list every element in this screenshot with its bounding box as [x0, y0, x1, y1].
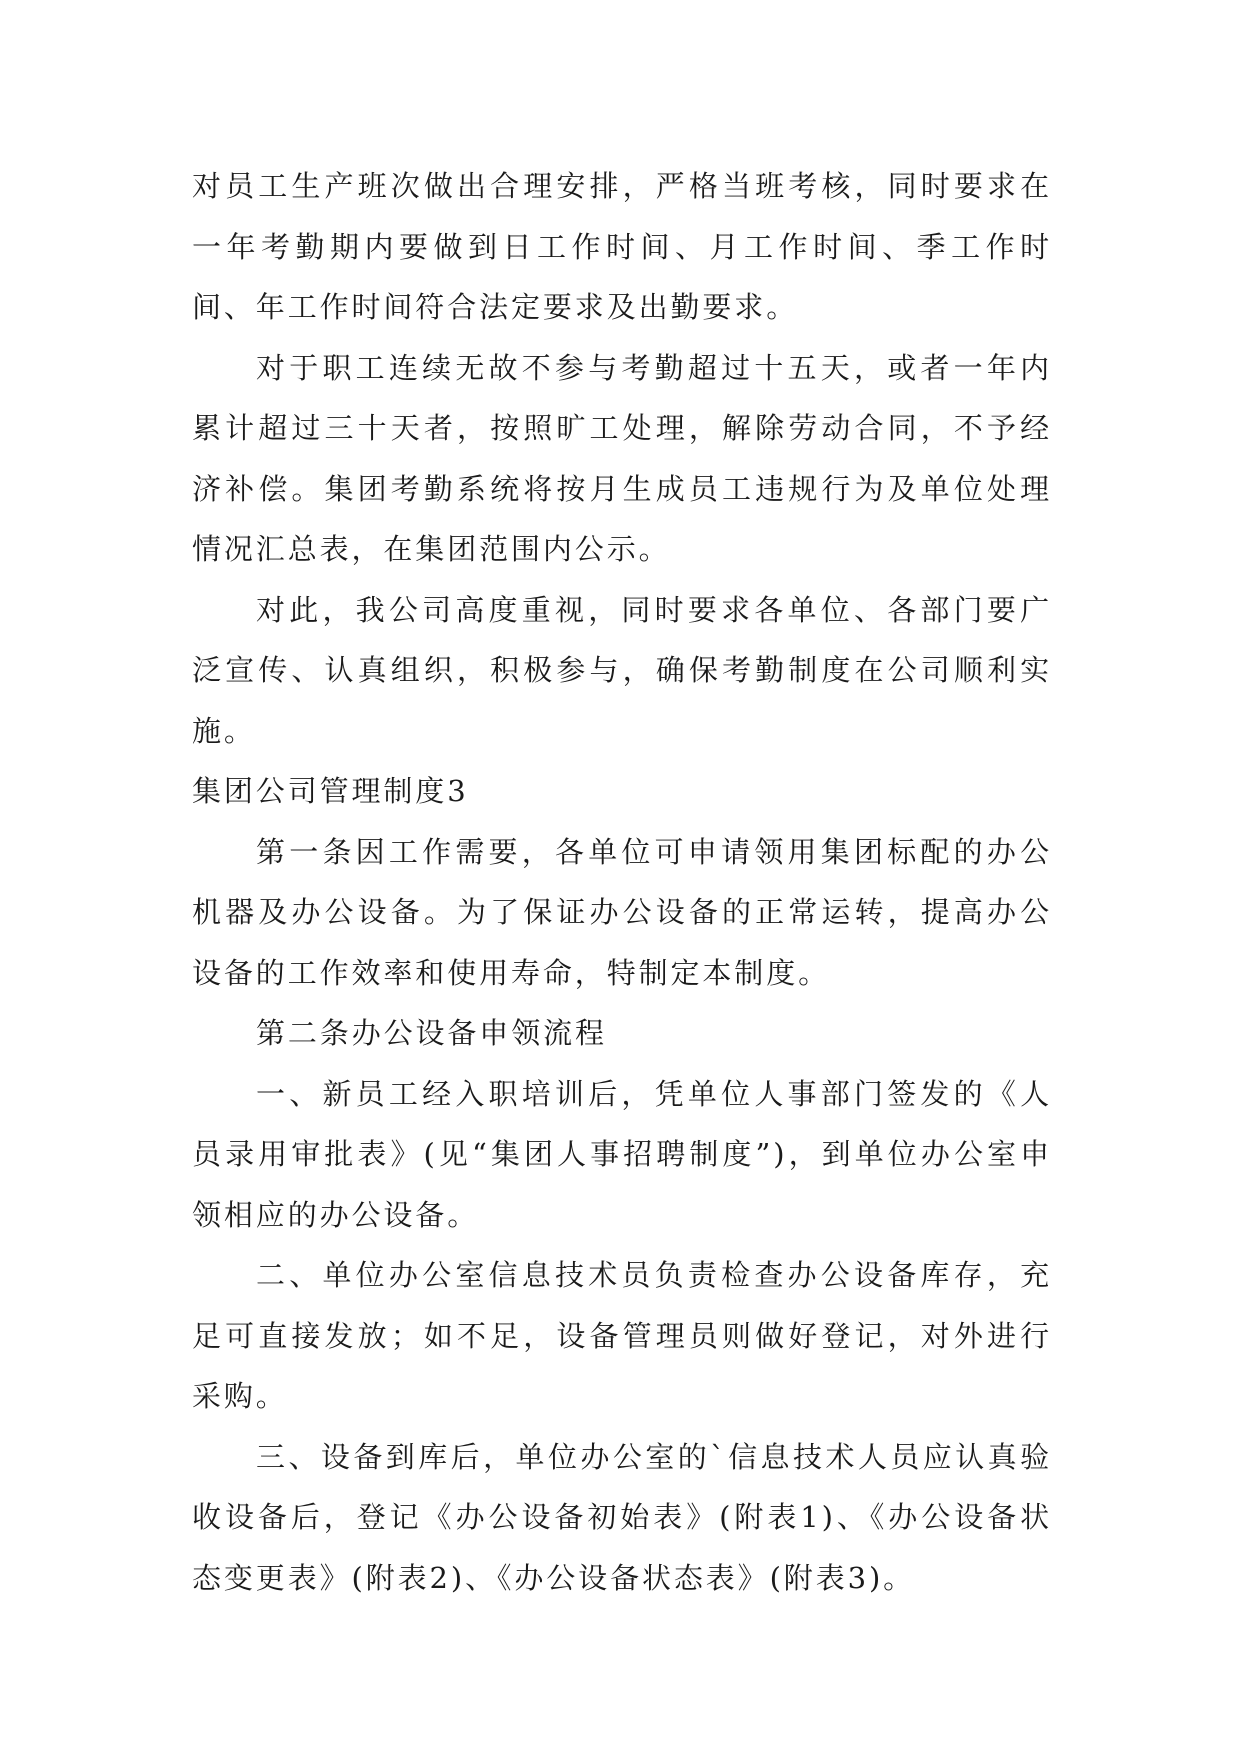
paragraph-company-emphasis: 对此，我公司高度重视，同时要求各单位、各部门要广泛宣传、认真组织，积极参与，确保考勤制度在公司顺利实施。: [192, 592, 1052, 748]
paragraph-item-3: 三、设备到库后，单位办公室的`信息技术人员应认真验收设备后，登记《办公设备初始表》(附表1)、《办公设备状态变更表》(附表2)、《办公设备状态表》(附表3)。: [192, 1439, 1052, 1595]
paragraph-article-2-title: 第二条办公设备申领流程: [256, 1016, 607, 1050]
paragraph-absence-rule: 对于职工连续无故不参与考勤超过十五天，或者一年内累计超过三十天者，按照旷工处理，解除劳动合同，不予经济补偿。集团考勤系统将按月生成员工违规行为及单位处理情况汇总表，在集团范围内公示。: [192, 350, 1052, 566]
paragraph-item-1: 一、新员工经入职培训后，凭单位人事部门签发的《人员录用审批表》(见“集团人事招聘制度”)，到单位办公室申领相应的办公设备。: [192, 1076, 1052, 1232]
paragraph-continuation: 对员工生产班次做出合理安排，严格当班考核，同时要求在一年考勤期内要做到日工作时间、月工作时间、季工作时间、年工作时间符合法定要求及出勤要求。: [192, 169, 1052, 324]
section-heading: 集团公司管理制度3: [192, 774, 469, 808]
paragraph-item-2: 二、单位办公室信息技术员负责检查办公设备库存，充足可直接发放；如不足，设备管理员则做好登记，对外进行采购。: [192, 1258, 1052, 1413]
paragraph-article-1: 第一条因工作需要，各单位可申请领用集团标配的办公机器及办公设备。为了保证办公设备的正常运转，提高办公设备的工作效率和使用寿命，特制定本制度。: [192, 834, 1052, 990]
document-body: [192, 156, 1052, 1608]
